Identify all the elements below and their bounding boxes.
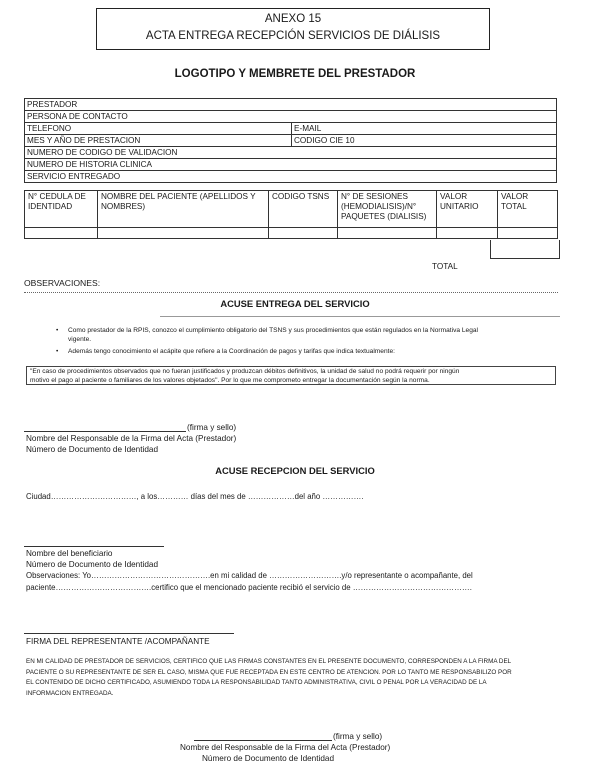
documento-label: Número de Documento de Identidad	[202, 754, 334, 763]
responsable-label: Nombre del Responsable de la Firma del Acta (Prestador)	[26, 434, 237, 443]
section-title-entrega: ACUSE ENTREGA DEL SERVICIO	[220, 298, 370, 309]
total-value-box	[490, 240, 560, 259]
field-telefono: TELEFONO	[25, 123, 292, 135]
divider	[160, 316, 560, 317]
ciudad-line: Ciudad……………………………, a los………… días del mes de ………………del año …………….	[26, 492, 364, 501]
bullet-icon: •	[56, 327, 59, 334]
table-cell	[269, 228, 338, 239]
document-header	[96, 8, 490, 50]
documento-label: Número de Documento de Identidad	[26, 445, 158, 454]
total-label: TOTAL	[432, 262, 458, 271]
signature-line	[24, 633, 234, 634]
firma-sello-label: (firma y sello)	[333, 732, 383, 741]
field-contacto: PERSONA DE CONTACTO	[25, 111, 557, 123]
provider-info-table	[24, 98, 557, 183]
quoted-regulation: "En caso de procedimientos observados que no fueran justificados y produzcan débitos definitivos, la unidad de salud no podrá requerir por ningún motivo el pago al paciente o familiares de los valores objetados". Por lo que me comprometo entregar la documentación según la norma.	[26, 366, 556, 385]
table-cell	[338, 228, 437, 239]
field-email: E-MAIL	[292, 123, 557, 135]
col-valor-total: VALOR TOTAL	[498, 191, 558, 228]
signature-line	[24, 431, 186, 432]
signature-line	[24, 546, 164, 547]
col-valor-unitario: VALOR UNITARIO	[437, 191, 498, 228]
observations-label: OBSERVACIONES:	[24, 278, 101, 288]
annex-number: ANEXO 15	[264, 13, 322, 25]
document-title: ACTA ENTREGA RECEPCIÓN SERVICIOS DE DIÁLISIS	[145, 30, 441, 42]
field-historia: NUMERO DE HISTORIA CLINICA	[25, 159, 557, 171]
section-title-recepcion: ACUSE RECEPCION DEL SERVICIO	[215, 465, 375, 476]
col-nombre: NOMBRE DEL PACIENTE (APELLIDOS Y NOMBRES)	[98, 191, 269, 228]
table-cell	[437, 228, 498, 239]
firma-representante-label: FIRMA DEL REPRESENTANTE /ACOMPAÑANTE	[26, 637, 210, 646]
table-cell	[498, 228, 558, 239]
col-codigo: CODIGO TSNS	[269, 191, 338, 228]
responsable-label: Nombre del Responsable de la Firma del Acta (Prestador)	[180, 743, 391, 752]
bullet-item: • Como prestador de la RPIS, conozco el cumplimiento obligatorio del TSNS y sus procedimientos que están regulados en la Normativa Legal vigente.	[56, 327, 479, 343]
firma-sello-label: (firma y sello)	[187, 423, 237, 432]
signature-line	[194, 740, 332, 741]
beneficiario-label: Nombre del beneficiario	[26, 549, 113, 558]
field-prestador: PRESTADOR	[25, 99, 557, 111]
documento-label: Número de Documento de Identidad	[26, 560, 158, 569]
table-cell	[25, 228, 98, 239]
service-table	[24, 190, 558, 239]
observations-line	[24, 292, 558, 293]
field-cie: CODIGO CIE 10	[292, 135, 557, 147]
col-sesiones: N° DE SESIONES (HEMODIALISIS)/N° PAQUETES (DIALISIS)	[338, 191, 437, 228]
logo-placeholder: LOGOTIPO Y MEMBRETE DEL PRESTADOR	[174, 68, 416, 80]
certification-text: EN MI CALIDAD DE PRESTADOR DE SERVICIOS, CERTIFICO QUE LAS FIRMAS CONSTANTES EN EL PRESENTE DOCUMENTO, CORRESPONDEN A LA FIRMA DEL PACIENTE O SU REPRESENTANTE DE SER EL CASO, MISMA QUE FUE RECEPTADA EN ESTE CENTRO DE ATENCION. POR LO TANTO ME RESPONSABILIZO POR EL CONTENIDO DE DICHO CERTIFICADO, ASUMIENDO TODA LA RESPONSABILIDAD TANTO ADMINISTRATIVA, CIVIL O PENAL POR LA VERACIDAD DE LA INFORMACION ENTREGADA.	[26, 658, 512, 697]
field-codigo-validacion: NUMERO DE CODIGO DE VALIDACION	[25, 147, 557, 159]
observaciones-line: Observaciones: Yo……………………………………….en mi calidad de ……………………….y/o representante o acompañante, del	[26, 571, 473, 580]
field-mes-anio: MES Y AÑO DE PRESTACION	[25, 135, 292, 147]
paciente-line: paciente……………………………….certifico que el mencionado paciente recibió el servicio de ……………………………………….	[26, 583, 472, 592]
bullet-item: • Además tengo conocimiento el acápite que refiere a la Coordinación de pagos y tarifas que indica textualmente:	[56, 348, 395, 355]
table-cell	[98, 228, 269, 239]
bullet-icon: •	[56, 348, 59, 355]
field-servicio: SERVICIO ENTREGADO	[25, 171, 557, 183]
col-cedula: N° CEDULA DE IDENTIDAD	[25, 191, 98, 228]
